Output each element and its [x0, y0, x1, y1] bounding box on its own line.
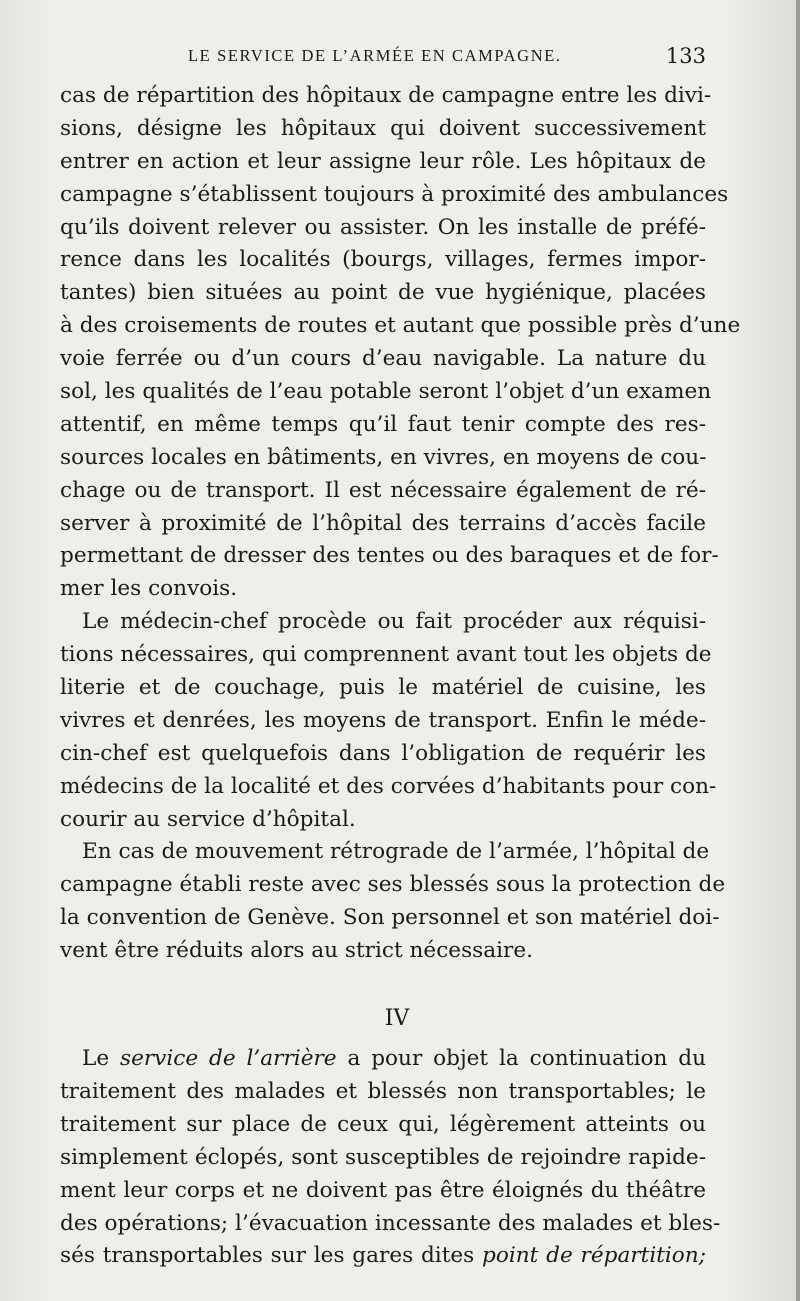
text-line: qu’ils doivent relever ou assister. On les installe de préfé-: [60, 214, 706, 240]
text-line: sions, désigne les hôpitaux qui doivent successivement: [60, 115, 706, 141]
paragraph-3: [60, 836, 726, 968]
text-line: vivres et denrées, les moyens de transport. Enfin le méde-: [60, 707, 706, 733]
text-line: médecins de la localité et des corvées d’habitants pour con-: [60, 773, 717, 799]
text-line: ment leur corps et ne doivent pas être éloignés du théâtre: [60, 1177, 706, 1203]
text-line: voie ferrée ou d’un cours d’eau navigable. La nature du: [60, 346, 706, 372]
text-line: chage ou de transport. Il est nécessaire également de ré-: [60, 477, 706, 503]
text-line: sources locales en bâtiments, en vivres, en moyens de cou-: [60, 444, 707, 470]
running-header: [60, 44, 706, 74]
body-text: [60, 80, 741, 1273]
text-line: courir au service d’hôpital.: [60, 806, 356, 832]
page-number: 133: [665, 44, 706, 68]
text-line: mer les convois.: [60, 576, 238, 602]
italic-term: service de l’arrière: [120, 1046, 337, 1072]
text-line: campagne s’établissent toujours à proximité des ambulances: [60, 181, 729, 207]
text-line: cin-chef est quelquefois dans l’obligation de requérir les: [60, 740, 706, 766]
text-line: rence dans les localités (bourgs, villages, fermes impor-: [60, 247, 706, 273]
text-line: literie et de couchage, puis le matériel de cuisine, les: [60, 675, 706, 701]
running-title: LE SERVICE DE L’ARMÉE EN CAMPAGNE.: [188, 46, 562, 65]
text-line: tantes) bien situées au point de vue hygiénique, placées: [60, 280, 706, 306]
page-edge-shadow: [796, 0, 800, 1301]
paragraph-1: [60, 80, 741, 606]
text-line: cas de répartition des hôpitaux de campagne entre les divi-: [60, 83, 712, 108]
text-line: à des croisements de routes et autant que possible près d’une: [60, 313, 741, 339]
text-line: attentif, en même temps qu’il faut tenir compte des res-: [60, 411, 706, 437]
text-line: la convention de Genève. Son personnel et son matériel doi-: [60, 905, 720, 931]
text-line: simplement éclopés, sont susceptibles de rejoindre rapide-: [60, 1144, 706, 1170]
text-line: permettant de dresser des tentes ou des baraques et de for-: [60, 543, 719, 569]
text-line: server à proximité de l’hôpital des terrains d’accès facile: [60, 510, 706, 536]
text-run: sés transportables sur les gares dites: [60, 1243, 483, 1269]
text-run: Le: [82, 1046, 120, 1072]
text-line: des opérations; l’évacuation incessante des malades et bles-: [60, 1210, 721, 1236]
section-heading: [60, 968, 706, 1043]
text-line: traitement des malades et blessés non transportables; le: [60, 1078, 706, 1104]
text-line: tions nécessaires, qui comprennent avant tout les objets de: [60, 642, 712, 668]
text-line: sol, les qualités de l’eau potable seront l’objet d’un examen: [60, 379, 712, 405]
text-line: traitement sur place de ceux qui, légèrement atteints ou: [60, 1111, 706, 1137]
text-line: [60, 1043, 706, 1076]
paragraph-2: [60, 606, 717, 836]
text-line: Le médecin-chef procède ou fait procéder aux réquisi-: [82, 609, 706, 635]
text-line: campagne établi reste avec ses blessés sous la protection de: [60, 872, 726, 898]
text-run: a pour objet la continuation du: [336, 1046, 706, 1072]
text-line: entrer en action et leur assigne leur rôle. Les hôpitaux de: [60, 148, 706, 174]
text-line: vent être réduits alors au strict nécessaire.: [60, 938, 533, 964]
text-line: En cas de mouvement rétrograde de l’armée, l’hôpital de: [82, 839, 710, 865]
text-line: [60, 1240, 706, 1273]
paragraph-4: [60, 1043, 721, 1273]
italic-term: point de répartition;: [482, 1243, 706, 1269]
section-number: IV: [384, 1006, 410, 1032]
